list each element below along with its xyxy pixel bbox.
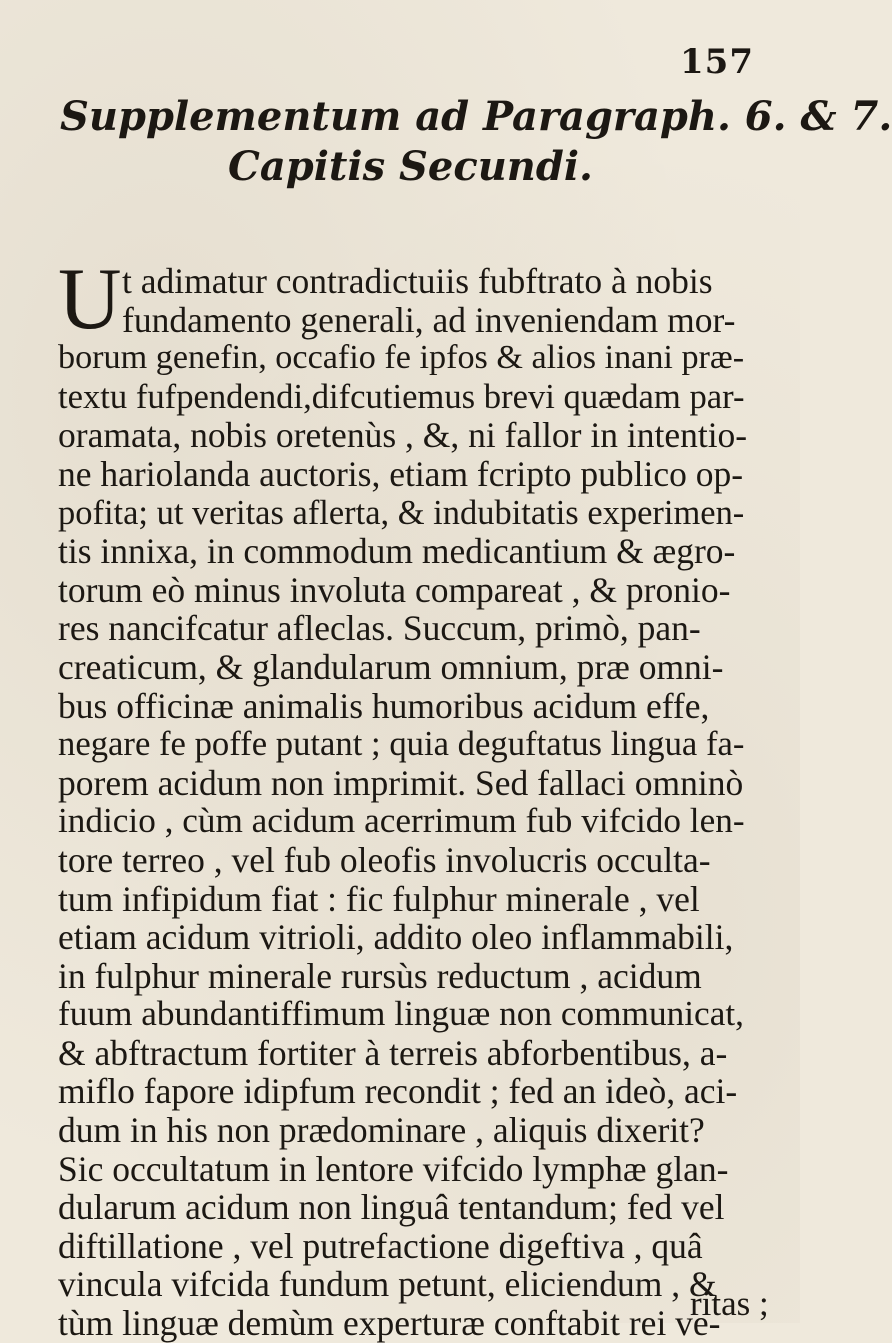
text-line: dum in his non prædominare , aliquis dixerit? xyxy=(58,1110,705,1151)
text-line: fuum abundantiffimum linguæ non communicat, xyxy=(58,994,744,1034)
text-line: miflo fapore idipfum recondit ; fed an ideò, aci- xyxy=(58,1071,738,1112)
page-number: 157 xyxy=(680,42,754,82)
text-line: indicio , cùm acidum acerrimum fub vifcido len- xyxy=(58,801,745,841)
catchword: ritas ; xyxy=(690,1284,769,1323)
text-line: vincula vifcida fundum petunt, eliciendum , & xyxy=(58,1264,717,1305)
text-line: tum infipidum fiat : fic fulphur minerale , vel xyxy=(58,878,700,919)
text-line: porem acidum non imprimit. Sed fallaci omninò xyxy=(58,762,744,803)
text-line: borum genefin, occafio fe ipfos & alios inani præ- xyxy=(58,339,745,377)
text-line: tùm linguæ demùm experturæ conftabit rei ve- xyxy=(58,1303,721,1343)
text-line: dularum acidum non linguâ tentandum; fed vel xyxy=(58,1187,725,1228)
text-line: res nancifcatur afleclas. Succum, primò, pan- xyxy=(58,608,701,649)
text-line: torum eò minus involuta compareat , & pronio- xyxy=(58,569,731,610)
text-line: textu fufpendendi,difcutiemus brevi quædam par- xyxy=(58,377,745,416)
text-line: pofita; ut veritas aflerta, & indubitatis experimen- xyxy=(58,493,745,532)
text-line: t adimatur contradictuiis fubftrato à nobis xyxy=(122,261,713,301)
text-line: tis innixa, in commodum medicantium & ægro- xyxy=(58,531,736,572)
text-line: tore terreo , vel fub oleofis involucris occulta- xyxy=(58,839,711,880)
text-line: Sic occultatum in lentore vifcido lymphæ glan- xyxy=(58,1148,729,1189)
text-line: oramata, nobis oretenùs , &, ni fallor in intentio- xyxy=(58,415,748,456)
section-header xyxy=(60,92,892,192)
text-line: bus officinæ animalis humoribus acidum effe, xyxy=(58,685,710,726)
text-line: negare fe poffe putant ; quia deguftatus lingua fa- xyxy=(58,725,745,764)
text-line: ne hariolanda auctoris, etiam fcripto publico op- xyxy=(58,453,744,494)
text-line: fundamento generali, ad inveniendam mor- xyxy=(122,299,736,340)
body-text xyxy=(58,251,748,1343)
section-title: Supplementum ad Paragraph. 6. & 7. xyxy=(60,93,892,140)
section-subtitle: Capitis Secundi. xyxy=(228,143,593,190)
drop-cap: U xyxy=(58,251,122,348)
text-line: & abftractum fortiter à terreis abforbentibus, a- xyxy=(58,1032,728,1073)
text-line: in fulphur minerale rursùs reductum , acidum xyxy=(58,955,702,996)
text-line: creaticum, & glandularum omnium, præ omni- xyxy=(58,646,724,687)
text-line: diftillatione , vel putrefactione digeftiva , quâ xyxy=(58,1225,703,1266)
text-line: etiam acidum vitrioli, addito oleo inflammabili, xyxy=(58,917,734,958)
